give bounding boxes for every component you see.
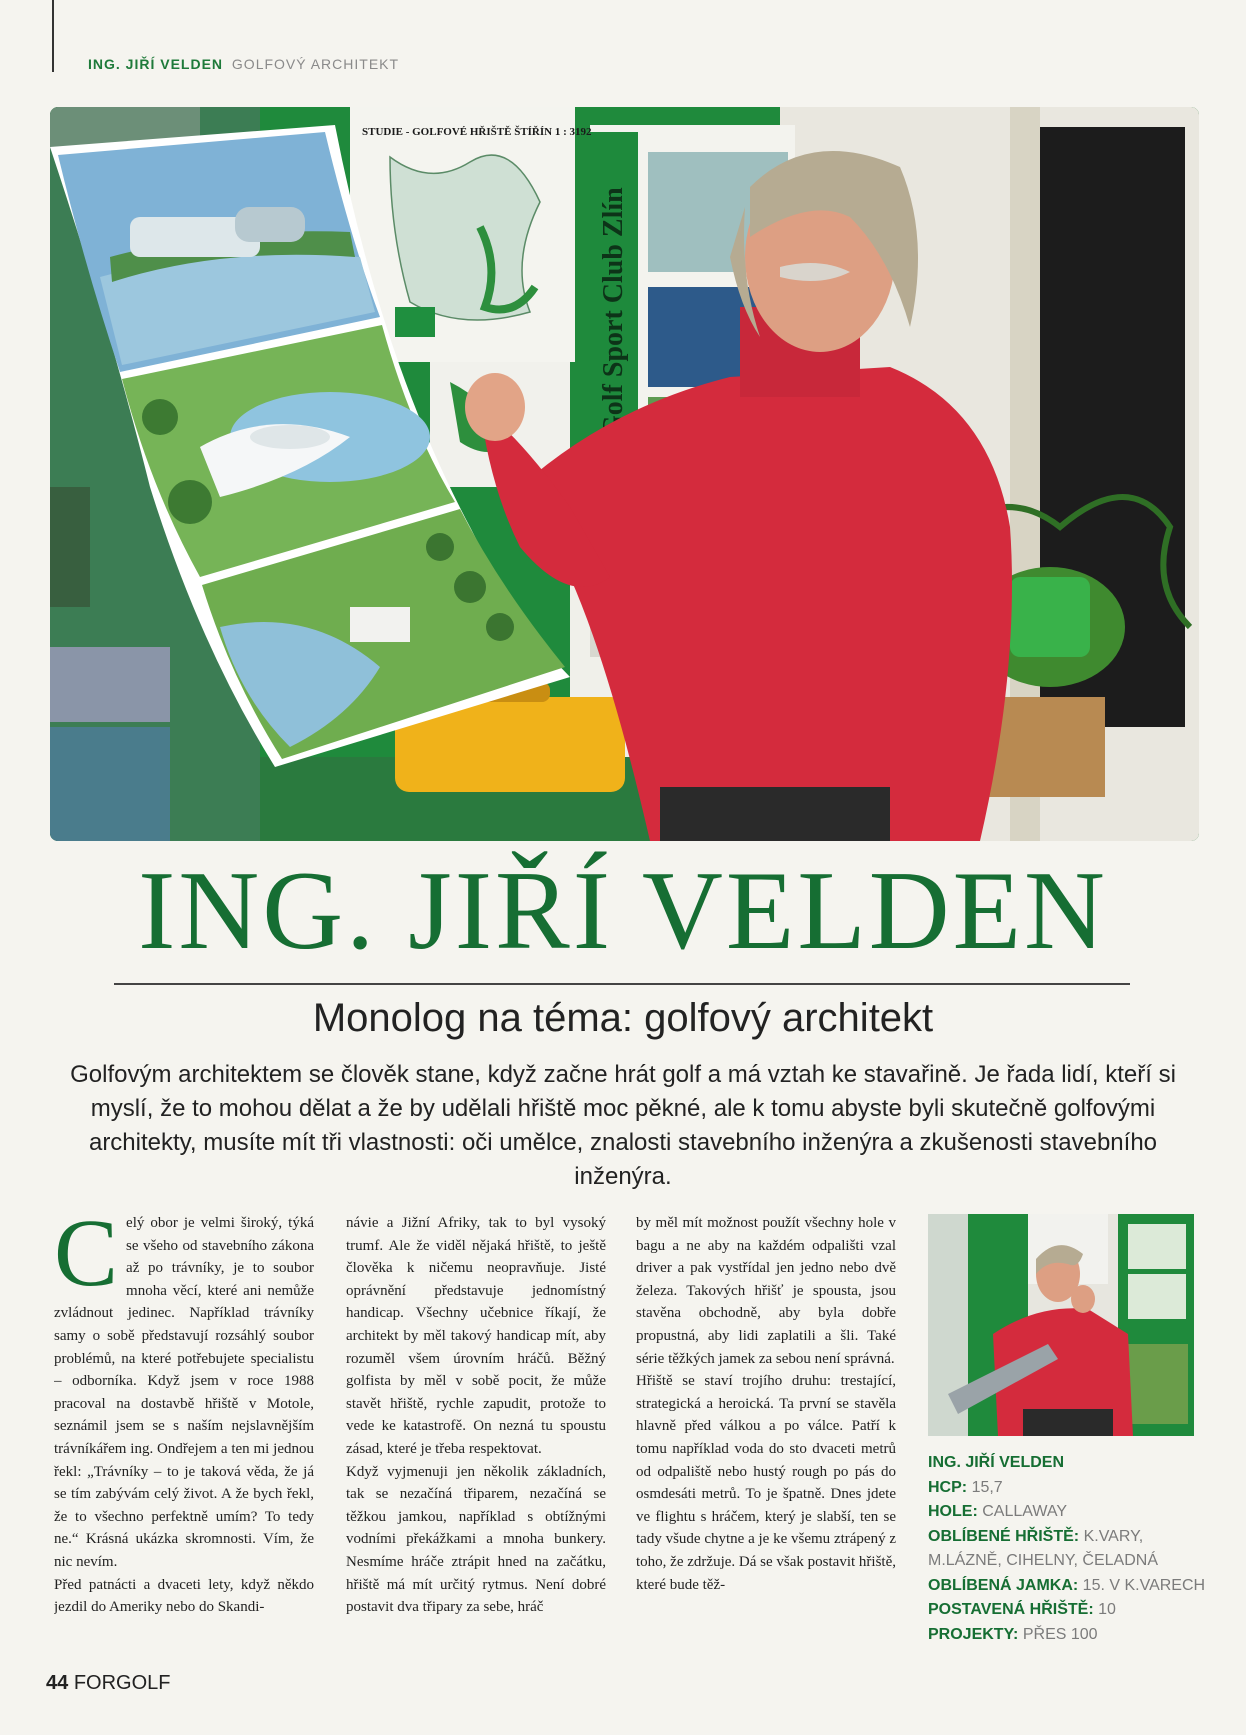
body-column-2 [346, 1212, 606, 1632]
article-subtitle: Monolog na téma: golfový architekt [312, 996, 934, 1040]
fact-value: 10 [1098, 1601, 1116, 1618]
hero-photo [50, 107, 1199, 841]
page-folio [46, 1672, 170, 1695]
sidebar-photo [928, 1214, 1194, 1436]
body-paragraph: návie a Jižní Afriky, tak to byl vysoký trumf. Ale že viděl nějaká hřiště, to ještě člověka k ničemu neopravňuje. Jisté oprávnění představuje jednomístný handicap. Všechny učebnice říkají, že architekt by měl takový handicap mít, aby rozuměl všem úrovním hráčů. Běžný golfista by měl v sobě pocit, že může stavět hřiště, rychle zapudit, protože to vede ke katastrofě. On nezná tu spoustu zásad, které je třeba respektovat. [346, 1215, 606, 1457]
fact-name: ING. JIŘÍ VELDEN [928, 1454, 1065, 1471]
fact-label: PROJEKTY: [928, 1625, 1019, 1643]
hero-photo-illustration [50, 107, 1199, 841]
fact-value: 15,7 [971, 1478, 1003, 1496]
fact-favourite-course [928, 1525, 1198, 1550]
body-paragraph: Hřiště se staví trojího druhu: trestající, strategická a heroická. Ta první se stavěla hlavně před válkou a po válce. Patří k tomu například voda do sto dvaceti metrů od odpaliště nebo hustý rough po pás do osmdesáti metrů. To je špatně. Dnes jdete ve flightu s hráčem, který je slabší, ten se tady všude chytne a je ke všemu ztrápený z toho, že zdržuje. Dá se však postavit hřiště, které bude těž- [636, 1373, 896, 1593]
fact-value: PŘES 100 [1022, 1625, 1098, 1643]
fact-value: 15. V K.VARECH [1082, 1576, 1206, 1594]
fact-label: HOLE: [928, 1503, 978, 1520]
fact-hole [928, 1500, 1198, 1525]
fact-favourite-hole [928, 1574, 1206, 1599]
fact-box [928, 1451, 1206, 1647]
body-paragraph: Když vyjmenuji jen několik základních, tak se nezačíná třiparem, nezačíná se těžkou jamkou, například s obtížnými vodními překážkami a mnoha bunkery. Nesmíme hráče ztrápit hned na začátku, hřiště má mít určitý rytmus. Není dobré postavit dva třipary za sebe, hráč [346, 1463, 606, 1616]
running-head [88, 56, 399, 72]
article-headline: ING. JIŘÍ VELDEN [138, 849, 1108, 973]
body-paragraph: by měl mít možnost použít všechny hole v bagu a ne aby na každém odpališti vzal driver a pak vystřídal jen jedno nebo dvě železa. Takových hřišť je spousta, jsou stavěna obchodně, aby byla dobře propustná, aby lidi zaplatili a šli. Také série těžkých jamek za sebou není správná. [636, 1215, 896, 1367]
running-head-role: GOLFOVÝ ARCHITEKT [231, 56, 400, 72]
fact-hcp [928, 1476, 1198, 1501]
fact-projects [928, 1623, 1198, 1648]
magazine-name: FORGOLF [73, 1672, 171, 1694]
board-title-text: STUDIE - GOLFOVÉ HŘIŠTĚ ŠTÍŘÍN 1 : 3192 [362, 126, 592, 138]
body-column-1 [54, 1212, 314, 1632]
body-paragraph: Před patnácti a dvaceti lety, když někdo jezdil do Ameriky nebo do Skandi- [54, 1576, 314, 1616]
article-lead: Golfovým architektem se člověk stane, když začne hrát golf a má vztah ke stavařině. Je řada lidí, kteří si myslí, že to mohou dělat a že by udělali hřiště moc pěkné, ale k tomu abyste byli skutečně golfovými architekty, musíte mít tři vlastnosti: oči umělce, znalosti stavebního inženýra a zkušenosti stavebního inženýra. [70, 1061, 1176, 1190]
fact-value: CALLAWAY [982, 1503, 1067, 1520]
fact-favourite-course-continued: M.LÁZNĚ, CIHELNY, ČELADNÁ [928, 1552, 1158, 1569]
fact-value: K.VARY, [1083, 1527, 1144, 1545]
fact-label: POSTAVENÁ HŘIŠTĚ: [928, 1601, 1094, 1618]
fact-label: OBLÍBENÉ HŘIŠTĚ: [928, 1527, 1080, 1545]
body-text: elý obor je velmi široký, týká se všeho od stavebního zákona až po trávníky, je to soubor mnoha věcí, které ani nemůže zvládnout jedinec. Například trávníky samy o sobě představují rozsáhlý soubor problémů, na které potřebujete specialistu – odborníka. Když jsem v roce 1988 pracoval na dostavbě hřiště v Motole, seznámil jsem se s naším nejslavnějším trávníkářem ing. Ondřejem a ten mi jednou řekl: „Trávníky – to je taková věda, že já se tím zabývám celý život. A že bych řekl, že to všechno perfektně umím? To tedy ne.“ Krásná ukázka skromnosti. Vím, že nic nevím. [54, 1215, 314, 1570]
body-paragraph [54, 1212, 314, 1574]
margin-line [52, 0, 54, 72]
fact-label: HCP: [928, 1478, 968, 1496]
board-vertical-text: Golf Sport Club Zlín [598, 187, 629, 437]
fact-label: OBLÍBENÁ JAMKA: [928, 1576, 1079, 1594]
headline-rule [114, 983, 1130, 985]
sidebar-photo-illustration [928, 1214, 1194, 1436]
running-head-name: ING. JIŘÍ VELDEN [88, 56, 224, 72]
page-number: 44 [46, 1672, 69, 1694]
body-column-3 [636, 1212, 896, 1632]
fact-built-courses [928, 1598, 1198, 1623]
drop-cap: C [54, 1212, 119, 1306]
